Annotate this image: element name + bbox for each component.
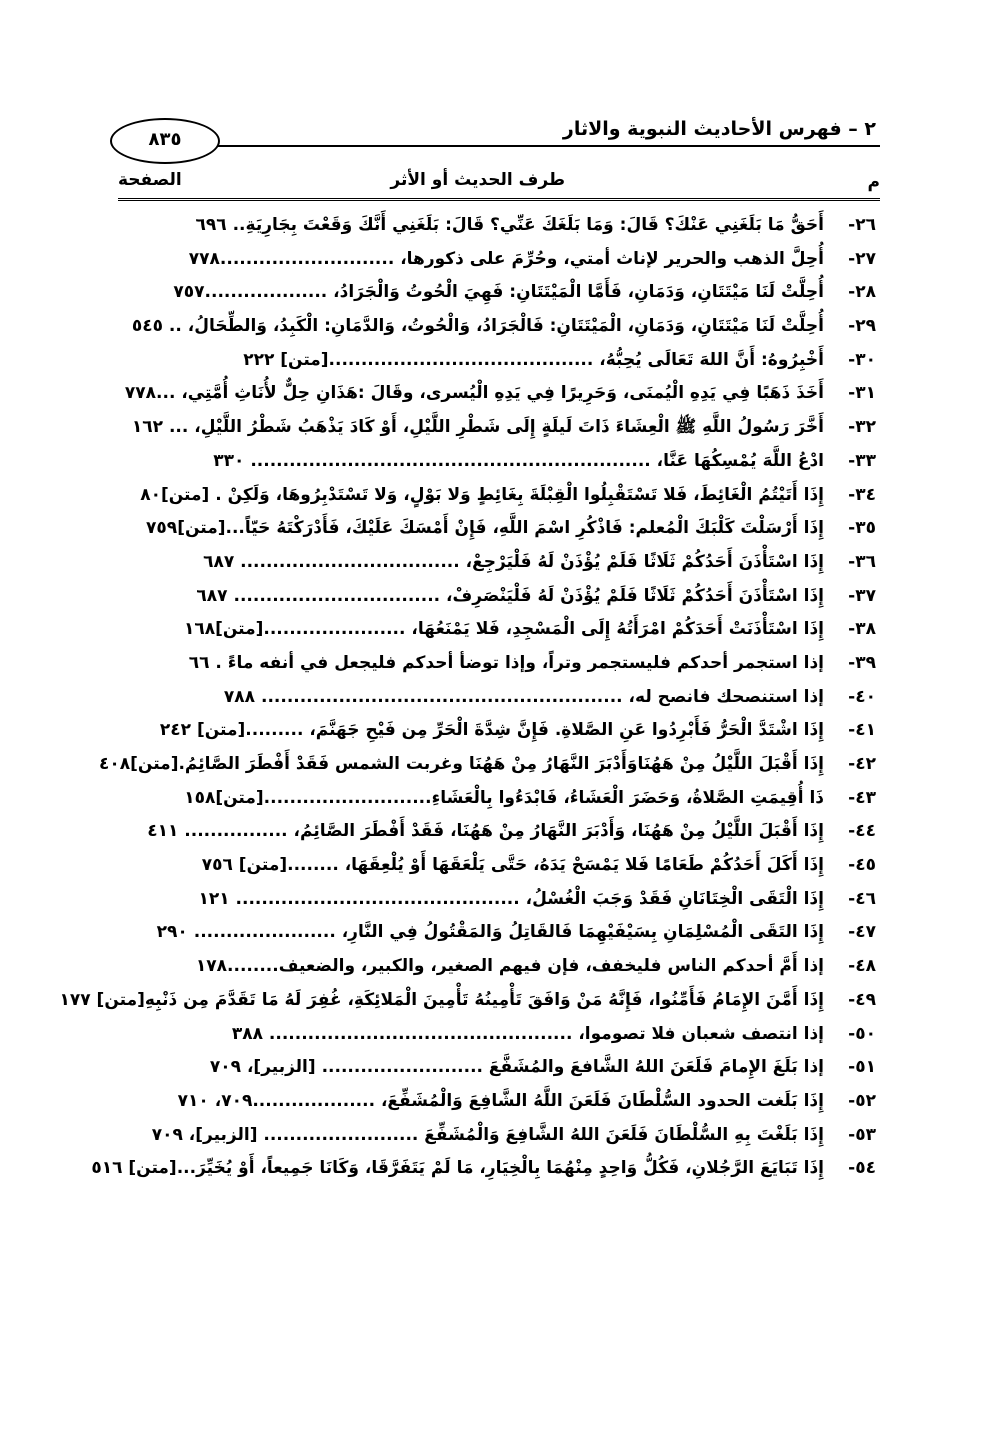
entry-number: ٥٢- [848,1090,876,1111]
entry-number: ٣٨- [848,619,876,640]
entry-text: أَخْبِرُوهُ: أَنَّ اللهَ تَعَالَى يُحِبُّهُ، .........................................[متن] ٢٢٢ [243,349,824,370]
running-header-title: ٢ – فهرس الأحاديث النبوية والاثار [562,118,876,140]
entry-number: ٣٠- [848,349,876,370]
list-item [59,984,876,1018]
list-item [118,243,876,277]
list-item [118,209,876,243]
entry-text: إِذَا أَكَلَ أَحَدُكُمْ طَعَامًا فَلا يَمْسَحْ يَدَهُ، حَتَّى يَلْعَقَهَا أَوْ يُلْعِقَهَا، ........[متن] ٧٥٦ [201,855,824,876]
entry-number: ٤٥- [848,855,876,876]
entry-text: إِذَا اشْتَدَّ الْحَرُّ فَأَبْرِدُوا عَنِ الصَّلاةِ. فَإِنَّ شِدَّةَ الْحَرِّ مِن فَيْحِ جَهَنَّمَ، .........[متن] ٢٤٢ [159,720,824,741]
list-item [118,377,876,411]
entry-number: ٤٩- [848,989,876,1010]
list-item [118,479,876,513]
entry-text: أُحِلَّتْ لَنَا مَيْتَتَانِ، وَدَمَانِ، الْمَيْتَتَانِ: فَالْجَرَادُ، وَالْحُوتُ، وَالدَّمَانِ: الْكَبِدُ، وَالطِّحَالُ، .. ٥٤٥ [131,316,824,337]
list-item [118,310,876,344]
entry-number: ٣٦- [848,551,876,572]
list-item [99,748,876,782]
entry-number: ٢٧- [848,248,876,269]
list-item [118,276,876,310]
list-item [118,546,876,580]
entry-number: ٥٠- [848,1023,876,1044]
entry-text: إِذَا تَبَايَعَ الرَّجُلانِ، فَكُلُّ وَاحِدٍ مِنْهُمَا بِالْخِيَارِ، مَا لَمْ يَتَفَرَّقَا، وَكَانَا جَمِيعاً، أَوْ يُخَيِّرَ...[متن] ٥١٦ [91,1158,824,1179]
entry-text: إِذَا بَلَغت الحدود السُّلْطَانَ فَلَعَنَ اللَّهُ الشَّافِعَ وَالْمُشَفِّعَ، ...................٧٠٩، ٧١٠ [177,1090,824,1111]
entry-number: ٢٩- [848,316,876,337]
entry-text: إِذَا اسْتَأْذَنَ أَحَدُكُمْ ثَلَاثًا فَلَمْ يُؤْذَنْ لَهُ فَلْيَرْجِعْ، .................................. ٦٨٧ [203,551,824,572]
entry-number: ٢٨- [848,282,876,303]
entry-number: ٣٥- [848,518,876,539]
entry-number: ٣٧- [848,585,876,606]
list-item [118,647,876,681]
list-item [118,512,876,546]
entry-number: ٤٦- [848,888,876,909]
hadith-index-list [59,209,876,1186]
entry-text: أَخَذَ ذَهَبًا فِي يَدِهِ الْيُمنَى، وَحَرِيرًا فِي يَدِهِ الْيُسرى، وقَالَ :هَذَانِ حِلٌّ لأُنَاثِ أُمَّتِي، ...٧٧٨ [124,383,824,404]
entry-number: ٣٤- [848,484,876,505]
entry-number: ٤٧- [848,922,876,943]
entry-text: إذا انتصف شعبان فلا تصوموا، ............................................... ٣٨٨ [231,1023,824,1044]
list-item [118,714,876,748]
list-item [118,950,876,984]
entry-number: ٥٤- [848,1158,876,1179]
entry-text: إِذَا اسْتَأْذَنَ أَحَدُكُمْ ثَلَاثًا فَلَمْ يُؤْذَنْ لَهُ فَلْيَنْصَرِفْ، ................................ ٦٨٧ [196,585,824,606]
entry-number: ٣١- [848,383,876,404]
entry-number: ٣٩- [848,652,876,673]
entry-text: إِذَا الْتَقَى الْخِتَانَانِ فَقَدْ وَجَبَ الْغُسْلُ، ............................................ ١٢١ [198,888,824,909]
page-number-oval: ٨٣٥ [110,118,220,164]
list-item [118,849,876,883]
entry-number: ٥١- [848,1057,876,1078]
list-item [118,815,876,849]
list-item [118,1051,876,1085]
list-item [118,782,876,816]
list-item [118,445,876,479]
entry-number: ٤٨- [848,956,876,977]
entry-text: إِذَا أَقْبَلَ اللَّيْلُ مِنْ هَهُنَاوَأَدْبَرَ النَّهَارُ مِنْ هَهُنَا وغربت الشمس فَقَدْ أَفْطَرَ الصَّائِمُ.[متن]٤٠٨ [99,754,824,774]
header-rule [210,145,880,147]
entry-number: ٤٢- [848,754,876,774]
entry-text: إِذَا التَقَى الْمُسْلِمَانِ بِسَيْفَيْهِمَا فَالقَاتِلُ وَالمَقْتُولُ فِي النَّارِ، ...................... ٢٩٠ [156,922,824,943]
column-page-label: الصفحة [118,170,182,190]
entry-text: إذا أَمَّ أحدكم الناس فليخفف، فإن فيهم الصغير، والكبير، والضعيف........١٧٨ [195,956,824,977]
entry-text: إذا بَلَغَ الإِمامَ فَلَعَنَ اللهُ الشَّافعَ والمُشَفَّعَ ......................... [الزبير]، ٧٠٩ [209,1057,824,1078]
entry-text: أُحِلَّتْ لَنَا مَيْتَتَانِ، وَدَمَانِ، فَأَمَّا الْمَيْتَتَانِ: فَهِيَ الْحُوتُ وَالْجَرَادُ، ...................٧٥٧ [173,282,824,303]
entry-text: إذا استجمر أحدكم فليستجمر وتراً، وإذا توضأ أحدكم فليجعل في أنفه ماءً . ٦٦ [188,652,824,673]
entry-text: إذا استنصحك فانصح له، ........................................................ ٧٨٨ [223,686,824,707]
list-item [118,1119,876,1153]
entry-text: إِذَا اسْتَأْذَنَتْ أَحَدَكُمْ امْرَأَتُهُ إِلَى الْمَسْجِدِ، فَلا يَمْنَعُهَا، ......................[متن]١٦٨ [183,619,824,640]
list-item [91,1152,876,1186]
entry-text: إِذَا أَمَّنَ الإِمَامُ فَأَمِّنُوا، فَإِنَّهُ مَنْ وَافَقَ تَأْمِينُهُ تَأْمِينَ الْمَلائِكَةِ، غُفِرَ لَهُ مَا تَقَدَّمَ مِن ذَنْبِهِ[متن] ١٧٧ [59,989,824,1010]
entry-text: إِذَا أَقْبَلَ اللَّيْلُ مِنْ هَهُنَا، وَأَدْبَرَ النَّهَارُ مِنْ هَهُنَا، فَقَدْ أَفْطَرَ الصَّائِمُ، ................ ٤١١ [147,821,824,842]
entry-text: إِذَا بَلَغْتَ بِهِ السُّلْطَانَ فَلَعَنَ اللهُ الشَّافِعَ وَالْمُشَفِّعَ ........................ [الزبير]، ٧٠٩ [151,1124,824,1145]
entry-number: ٤٤- [848,821,876,842]
list-item [118,411,876,445]
entry-number: ٥٣- [848,1124,876,1145]
list-item [118,580,876,614]
list-item [118,1018,876,1052]
column-hadith-label: طرف الحديث أو الأثر [390,170,565,190]
column-index-label: م [867,172,880,192]
entry-number: ٤٣- [848,787,876,808]
entry-number: ٣٣- [848,450,876,471]
list-item [118,883,876,917]
entry-text: أَحَقُّ مَا بَلَغَنِي عَنْكَ؟ قَالَ: وَمَا بَلَغَكَ عَنِّي؟ قَالَ: بَلَغَنِي أَنَّكَ وَقَعْتَ بِجَارِيَةِ.. ٦٩٦ [195,215,824,235]
entry-text: إِذَا أَتَيْتُمُ الْغَائِطَ، فَلا تَسْتَقْبِلُوا الْقِبْلَةَ بِغَائِطٍ وَلا بَوْلٍ، وَلا تَسْتَدْبِرُوهَا، وَلَكِنْ . [متن]٨٠ [140,484,824,505]
entry-number: ٤٠- [848,686,876,707]
entry-text: ذَا أُقِيمَتِ الصَّلاةُ، وَحَضَرَ الْعَشَاءُ، فَابْدَءُوا بِالْعَشَاءِ..........................[متن]١٥٨ [184,787,824,808]
entry-number: ٣٢- [848,417,876,438]
entry-number: ٤١- [848,720,876,741]
column-header-rule [118,198,880,201]
list-item [118,1085,876,1119]
column-header [118,170,880,196]
entry-number: ٢٦- [848,215,876,235]
list-item [118,344,876,378]
entry-text: أَخَّرَ رَسُولُ اللَّهِ ﷺ الْعِشَاءَ ذَاتَ لَيلَةٍ إِلَى شَطْرِ اللَّيْلِ، أَوْ كَادَ يَذْهَبُ شَطْرُ اللَّيْلِ، ... ١٦٢ [131,417,824,438]
entry-text: أُحِلَّ الذهب والحرير لإناث أمتي، وحُرِّمَ على ذكورها، ...........................٧٧٨ [188,248,824,269]
list-item [118,681,876,715]
list-item [118,613,876,647]
entry-text: ادْعُ اللَّهَ يُمْسِكُهَا عَنَّا، .............................................................. ٣٣٠ [213,450,824,471]
list-item [118,916,876,950]
entry-text: إِذَا أَرْسَلْتَ كَلْبَكَ الْمُعلم: فَاذْكُرِ اسْمَ اللَّهِ، فَإِنْ أَمْسَكَ عَلَيْكَ، فَأَدْرَكْتَهُ حَيّاً...[متن]٧٥٩ [146,518,824,539]
